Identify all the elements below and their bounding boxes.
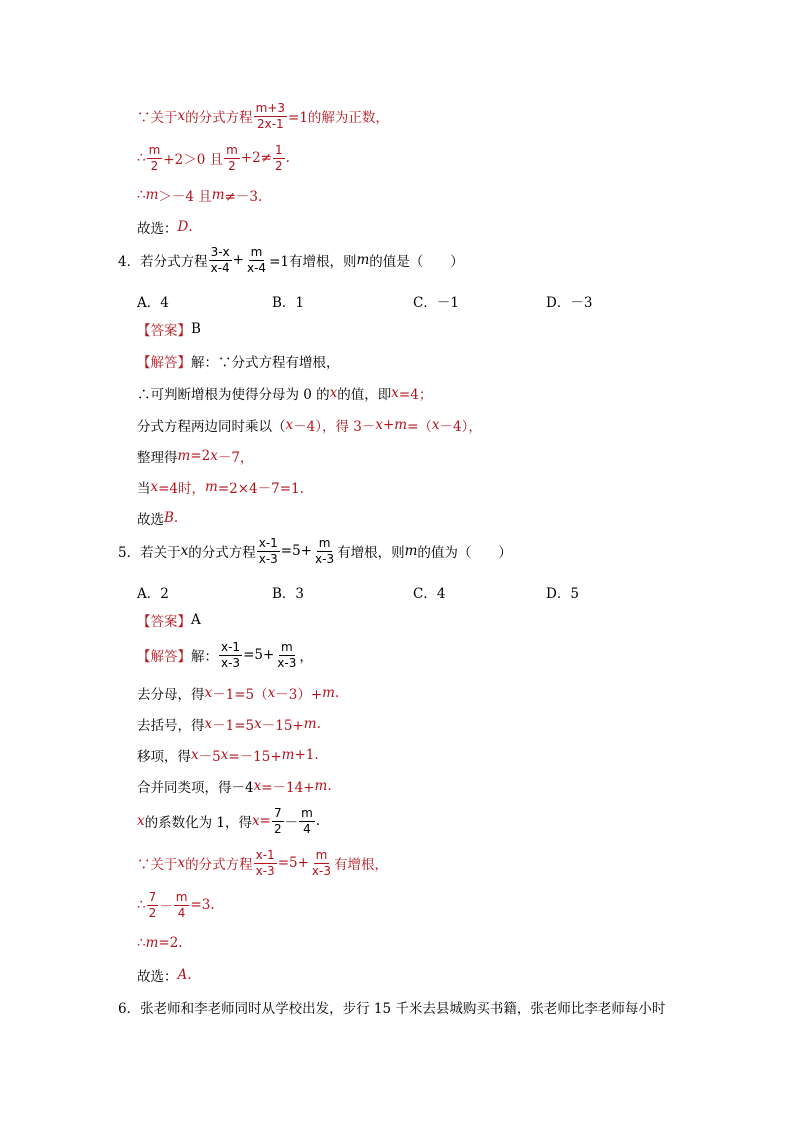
fraction: [299, 807, 315, 836]
text: =: [259, 813, 271, 829]
fraction: [224, 144, 240, 173]
denominator: x-3: [315, 551, 335, 566]
text: 的系数化为 1，得: [144, 815, 253, 831]
variable: x: [177, 855, 186, 871]
text: 移项，得: [137, 749, 191, 765]
denominator: 2: [273, 821, 282, 836]
variable: x: [177, 108, 186, 124]
text: 若关于: [140, 545, 181, 561]
text: 的值是（ ）: [369, 254, 464, 270]
text: .: [188, 219, 193, 235]
variable: x: [254, 716, 262, 732]
text: －15+: [261, 718, 304, 734]
solution-line: [137, 640, 313, 670]
variable: m: [303, 716, 317, 732]
solution-line: [137, 848, 388, 878]
text: 合并同类项，得－4: [137, 780, 254, 796]
denominator: 2: [275, 158, 283, 173]
text: =－14+: [261, 780, 315, 796]
text: ∴可判断增根为使得分母为 0 的: [137, 387, 330, 403]
text: －1=5（: [212, 687, 268, 703]
numerator: 3-x: [210, 244, 230, 259]
text: ，: [299, 649, 313, 665]
text: .: [315, 813, 321, 829]
text: =（: [407, 419, 432, 435]
text: =5+: [243, 647, 275, 663]
variable: m: [205, 479, 218, 495]
text: 的分式方程: [185, 857, 253, 873]
numerator: m: [148, 142, 161, 157]
question-number: 5．: [118, 545, 141, 561]
question-number: 6．: [118, 1001, 141, 1017]
numerator: m: [280, 639, 293, 654]
variable: x: [180, 543, 189, 559]
text: ∵关于: [137, 857, 178, 873]
fraction: [254, 102, 287, 131]
solution-line: [137, 503, 178, 533]
solution-line: [137, 472, 304, 502]
solution-line: [137, 709, 321, 739]
answer-letter: A: [177, 967, 188, 983]
variable: m: [314, 778, 328, 794]
text: 整理得: [137, 450, 178, 466]
option-d: D．5: [546, 586, 579, 602]
denominator: x-3: [311, 863, 331, 878]
solution-tag: 【解答】: [137, 355, 191, 371]
text: －: [284, 815, 299, 831]
numerator: 7: [148, 889, 157, 904]
answer-letter: D: [177, 219, 189, 235]
solution-line: [137, 441, 253, 471]
answer-tag: 【答案】: [137, 614, 191, 630]
text: 的值为（ ）: [417, 545, 512, 561]
fraction: [254, 849, 277, 878]
solution-line: [137, 960, 192, 990]
text: ∴: [137, 897, 146, 913]
variable: x: [150, 479, 159, 495]
text: .: [316, 716, 321, 732]
numerator: m: [250, 244, 263, 259]
variable: m: [281, 747, 295, 763]
text: .: [334, 685, 340, 701]
variable: x: [220, 747, 229, 763]
numerator: x-1: [255, 847, 275, 862]
fraction: [147, 144, 163, 173]
numerator: x-1: [258, 535, 278, 550]
fraction: [219, 641, 242, 670]
text: ∵关于: [137, 110, 178, 126]
text: 去分母，得: [137, 687, 205, 703]
solution-line: [137, 740, 319, 770]
text: 当: [137, 481, 151, 497]
text: ∴: [137, 935, 146, 951]
variable: x: [267, 685, 276, 701]
option-c: C．－1: [413, 295, 459, 311]
solution-tag: 【解答】: [137, 649, 191, 665]
numerator: x-1: [221, 639, 241, 654]
text: －: [159, 899, 173, 915]
fraction: [310, 849, 333, 878]
denominator: x-4: [210, 260, 230, 275]
answer-line: [137, 314, 201, 344]
variable: m: [145, 187, 159, 203]
text: +2＞0 且: [163, 152, 224, 168]
text: =2.: [158, 935, 183, 951]
text: －4），得 3－: [293, 419, 376, 435]
solution-line: [137, 212, 193, 242]
text: =5+: [277, 855, 309, 871]
fraction: [313, 537, 336, 566]
text: +1.: [294, 747, 319, 763]
variable: x: [253, 778, 262, 794]
variable: x: [252, 813, 260, 829]
text: 有增根，则: [337, 545, 405, 561]
solution-line: [137, 143, 290, 173]
answer-value: B: [191, 321, 201, 337]
fraction: [147, 891, 159, 920]
text: =2: [190, 448, 211, 464]
variable: m: [177, 448, 191, 464]
text: －4），: [439, 419, 482, 435]
solution-line: [137, 678, 339, 708]
question-4-stem: [118, 245, 464, 275]
text: 解：∵分式方程有增根，: [191, 355, 340, 371]
solution-line: [137, 410, 482, 440]
text: －1=5: [212, 718, 255, 734]
text: =－15+: [228, 749, 282, 765]
numerator: m: [226, 142, 238, 157]
text: +: [382, 417, 395, 433]
option-b: B．3: [272, 586, 305, 602]
text: ∴: [137, 187, 146, 203]
option-d: D．－3: [546, 295, 593, 311]
solution-line: [137, 101, 389, 131]
text: +: [232, 252, 244, 268]
variable: m: [211, 187, 225, 203]
variable: x: [431, 417, 440, 433]
answer-letter: B: [164, 510, 174, 526]
text: －5: [198, 749, 221, 765]
numerator: m: [318, 535, 331, 550]
text: 故选：: [137, 221, 178, 237]
text: 有增根，: [334, 857, 388, 873]
text: .: [173, 510, 179, 526]
text: 的分式方程: [188, 545, 256, 561]
solution-line: [137, 806, 320, 836]
fraction: [245, 246, 268, 275]
variable: x: [210, 448, 218, 464]
solution-line: [137, 180, 262, 210]
text: 的分式方程: [185, 110, 253, 126]
denominator: x-3: [255, 863, 275, 878]
text: =1有增根，则: [269, 254, 357, 270]
variable: m: [394, 417, 408, 433]
variable: m: [404, 543, 418, 559]
question-6-stem: [118, 992, 665, 1022]
text: =4时，: [158, 481, 206, 497]
text: +2≠: [240, 150, 272, 166]
variable: m: [145, 935, 159, 951]
numerator: 1: [275, 142, 283, 157]
text: =3.: [190, 897, 215, 913]
denominator: x-3: [221, 655, 241, 670]
option-a: A．2: [137, 586, 169, 602]
variable: m: [322, 685, 335, 701]
question-5-stem: [118, 536, 512, 566]
variable: x: [204, 716, 213, 732]
text: =5+: [280, 543, 313, 559]
variable: x: [329, 385, 338, 401]
numerator: m+3: [255, 100, 286, 115]
text: =1的解为正数，: [288, 110, 389, 126]
text: 若分式方程: [140, 254, 208, 270]
denominator: 4: [177, 905, 186, 920]
denominator: 2: [150, 158, 159, 173]
fraction: [257, 537, 280, 566]
option-c: C．4: [413, 586, 446, 602]
numerator: m: [301, 805, 313, 820]
text: ∴: [137, 150, 146, 166]
fraction: [273, 144, 285, 173]
variable: x: [204, 685, 213, 701]
fraction: [209, 246, 232, 275]
variable: x: [191, 747, 199, 763]
text: －7，: [217, 450, 254, 466]
question-number: 4．: [118, 254, 141, 270]
numerator: 7: [273, 805, 282, 820]
denominator: x-3: [258, 551, 278, 566]
answer-value: A: [191, 612, 201, 628]
text: 解：: [191, 649, 218, 665]
denominator: 2x-1: [256, 116, 284, 131]
text: 故选: [137, 512, 164, 528]
denominator: 2: [228, 158, 236, 173]
answer-tag: 【答案】: [137, 323, 191, 339]
option-b: B．1: [272, 295, 305, 311]
text: ≠－3.: [224, 189, 263, 205]
solution-line: [137, 346, 340, 376]
text: 张老师和李老师同时从学校出发，步行 15 千米去县城购买书籍，张老师比李老师每小时: [140, 1001, 666, 1017]
variable: x: [285, 417, 294, 433]
solution-line: [137, 378, 432, 408]
text: .: [327, 778, 332, 794]
variable: x: [391, 385, 399, 401]
denominator: x-4: [246, 260, 267, 275]
variable: x: [375, 417, 383, 433]
text: =2×4－7=1.: [217, 481, 304, 497]
option-a: A．4: [137, 295, 169, 311]
denominator: 4: [303, 821, 311, 836]
solution-line: [137, 890, 215, 920]
fraction: [272, 807, 284, 836]
fraction: [275, 641, 298, 670]
text: 去括号，得: [137, 718, 205, 734]
solution-line: [137, 928, 183, 958]
variable: m: [356, 252, 370, 268]
text: 分式方程两边同时乘以（: [137, 419, 286, 435]
variable: x: [137, 813, 145, 829]
numerator: m: [315, 847, 328, 862]
text: 的值，即: [337, 387, 392, 403]
text: ＞－4 且: [158, 189, 212, 205]
text: .: [285, 150, 290, 166]
solution-line: [137, 771, 332, 801]
text: .: [187, 967, 192, 983]
text: 故选：: [137, 969, 178, 985]
text: =4；: [398, 387, 433, 403]
fraction: [174, 891, 190, 920]
numerator: m: [175, 889, 188, 904]
denominator: x-3: [277, 655, 297, 670]
answer-line: [137, 605, 201, 635]
text: －3）+: [275, 687, 323, 703]
denominator: 2: [148, 905, 157, 920]
